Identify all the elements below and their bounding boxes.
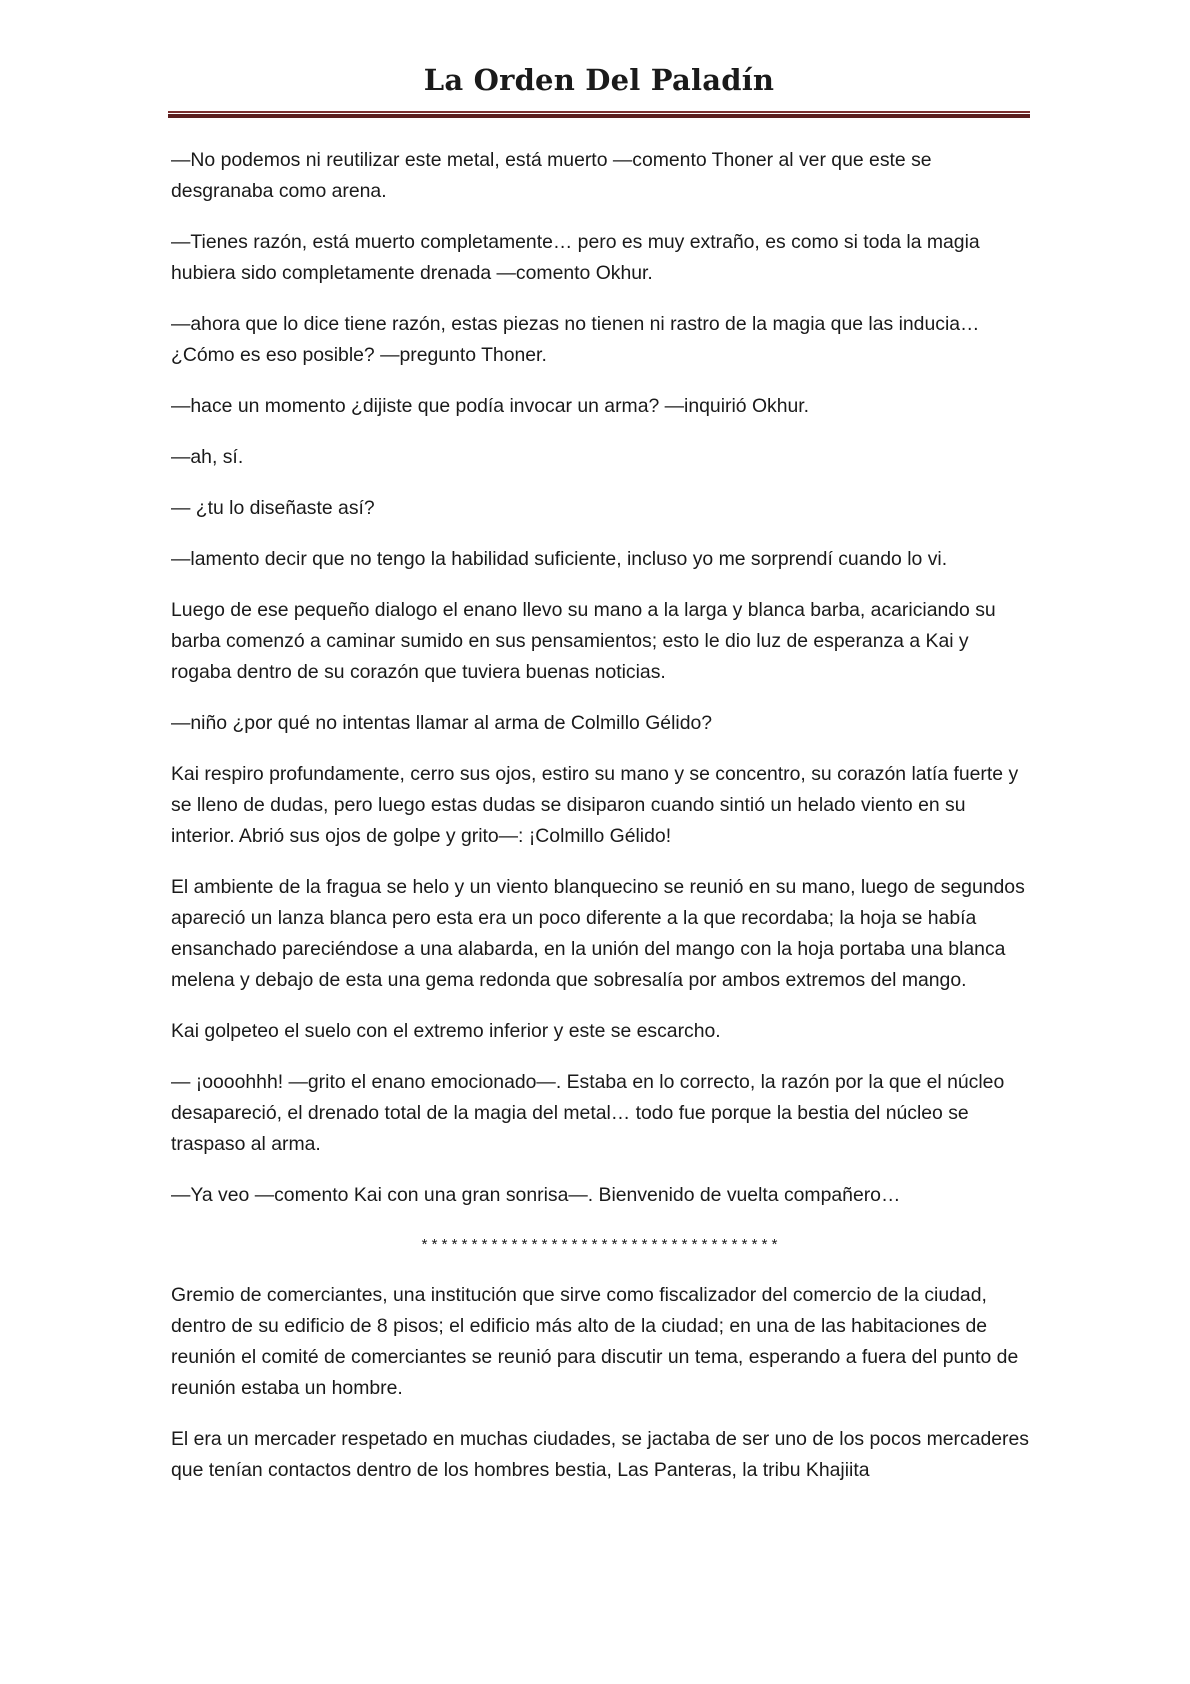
paragraph: Kai golpeteo el suelo con el extremo inferior y este se escarcho. (171, 1020, 721, 1042)
paragraph: —Ya veo —comento Kai con una gran sonrisa—. Bienvenido de vuelta compañero… (171, 1184, 901, 1206)
page-title: La Orden Del Paladín (423, 63, 775, 97)
paragraph: —niño ¿por qué no intentas llamar al arma de Colmillo Gélido? (171, 712, 713, 734)
header-rule (168, 111, 1030, 119)
paragraph: —lamento decir que no tengo la habilidad suficiente, incluso yo me sorprendí cuando lo vi. (171, 548, 948, 570)
scene-separator: ************************************ (419, 1238, 781, 1255)
header-rule-thin (168, 111, 1030, 113)
paragraph: —No podemos ni reutilizar este metal, está muerto —comento Thoner al ver que este se desgranaba como arena. (171, 149, 932, 202)
paragraph: —ah, sí. (171, 446, 244, 468)
page-header (168, 62, 1030, 98)
header-rule-thick (168, 114, 1030, 118)
paragraph: —hace un momento ¿dijiste que podía invocar un arma? —inquirió Okhur. (171, 395, 810, 417)
paragraph: Gremio de comerciantes, una institución que sirve como fiscalizador del comercio de la ciudad, dentro de su edificio de 8 pisos; el edificio más alto de la ciudad; en una de las habitaciones de reunión el comité de comerciantes se reunió para discutir un tema, esperando a fuera del punto de reunión estaba un hombre. (171, 1284, 1019, 1399)
paragraph: El ambiente de la fragua se helo y un viento blanquecino se reunió en su mano, luego de segundos apareció un lanza blanca pero esta era un poco diferente a la que recordaba; la hoja se había ensanchado pareciéndose a una alabarda, en la unión del mango con la hoja portaba una blanca melena y debajo de esta una gema redonda que sobresalía por ambos extremos del mango. (171, 876, 1025, 991)
paragraph: — ¡oooohhh! —grito el enano emocionado—. Estaba en lo correcto, la razón por la que el núcleo desapareció, el drenado total de la magia del metal… todo fue porque la bestia del núcleo se traspaso al arma. (171, 1071, 1005, 1155)
paragraph: Luego de ese pequeño dialogo el enano llevo su mano a la larga y blanca barba, acariciando su barba comenzó a caminar sumido en sus pensamientos; esto le dio luz de esperanza a Kai y rogaba dentro de su corazón que tuviera buenas noticias. (171, 599, 996, 683)
paragraph: El era un mercader respetado en muchas ciudades, se jactaba de ser uno de los pocos mercaderes que tenían contactos dentro de los hombres bestia, Las Panteras, la tribu Khajiita (171, 1428, 1029, 1481)
paragraph: —ahora que lo dice tiene razón, estas piezas no tienen ni rastro de la magia que las inducia… ¿Cómo es eso posible? —pregunto Thoner. (171, 313, 980, 366)
paragraph: Kai respiro profundamente, cerro sus ojos, estiro su mano y se concentro, su corazón latía fuerte y se lleno de dudas, pero luego estas dudas se disiparon cuando sintió un helado viento en su interior. Abrió sus ojos de golpe y grito—: ¡Colmillo Gélido! (171, 763, 1019, 847)
paragraph: — ¿tu lo diseñaste así? (171, 497, 375, 519)
document-body (171, 145, 1029, 1506)
paragraph: —Tienes razón, está muerto completamente… pero es muy extraño, es como si toda la magia hubiera sido completamente drenada —comento Okhur. (171, 231, 980, 284)
